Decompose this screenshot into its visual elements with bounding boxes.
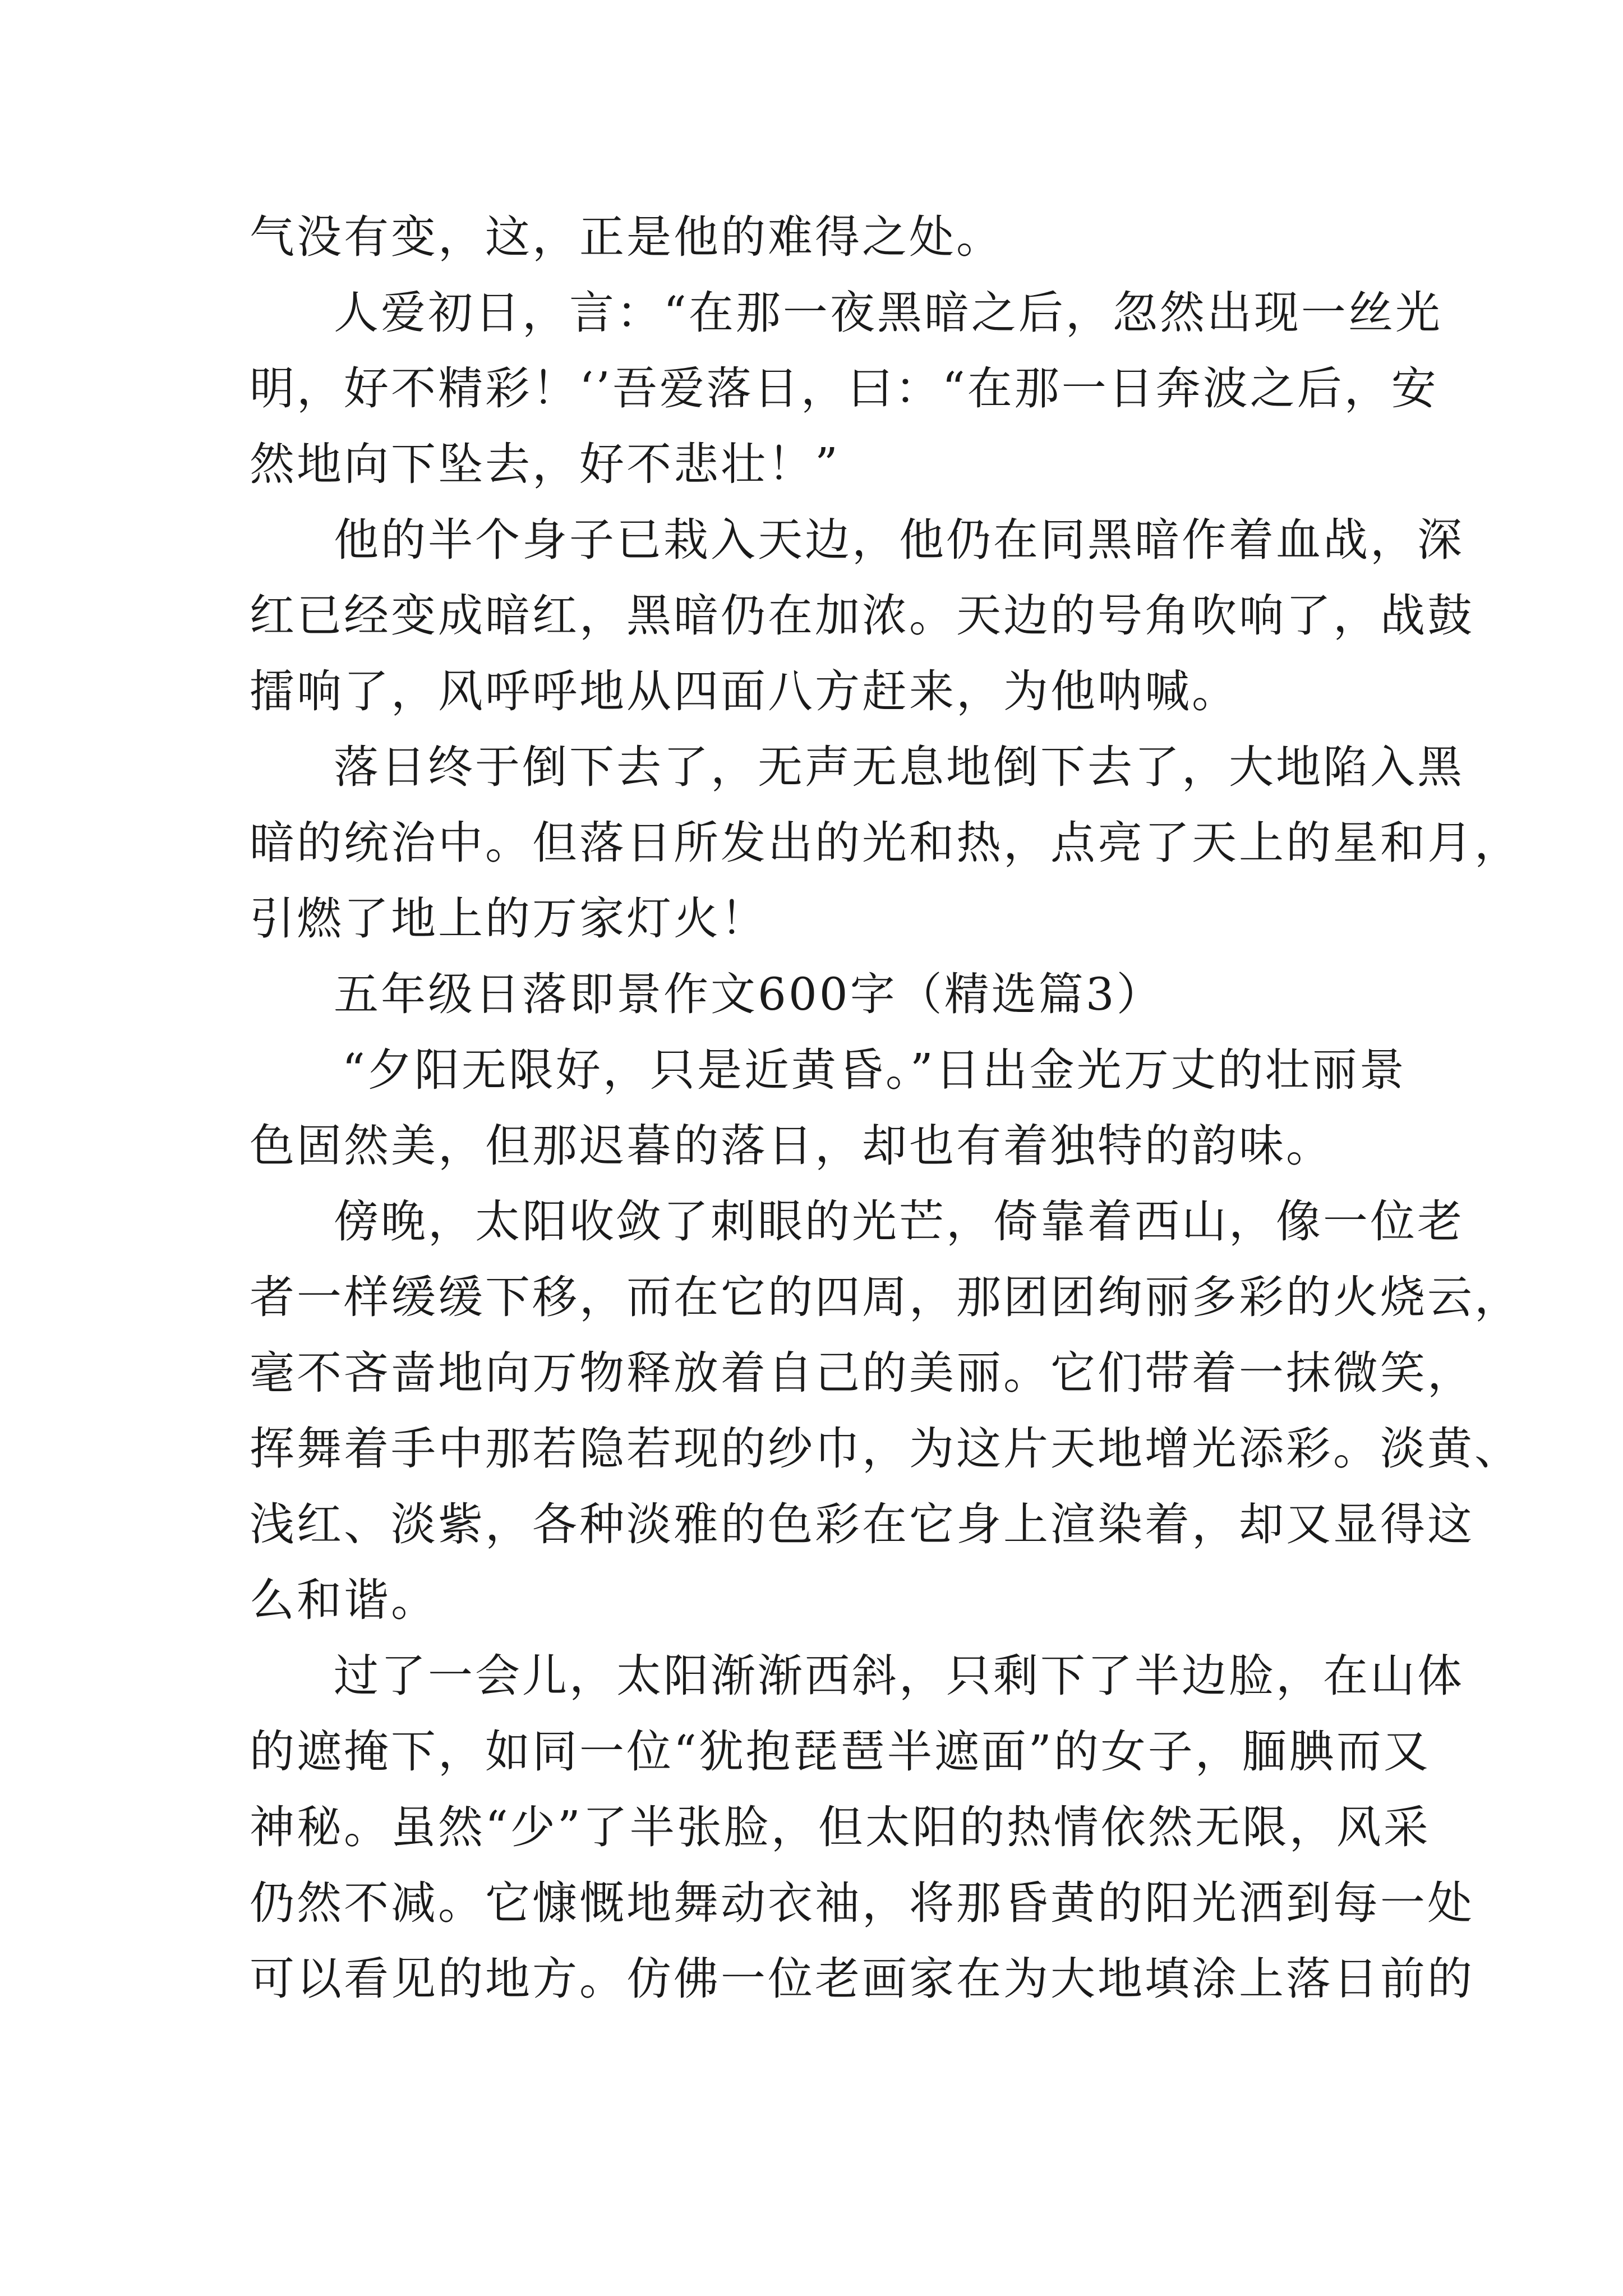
text-line: 人爱初日，言：“在那一夜黑暗之后，忽然出现一丝光 [334, 287, 1442, 339]
text-line: 神秘。虽然“少”了半张脸，但太阳的热情依然无限，风采 [250, 1801, 1431, 1853]
text-line: “夕阳无限好，只是近黄昏。”日出金光万丈的壮丽景 [342, 1044, 1407, 1096]
section-heading: 五年级日落即景作文600字（精选篇3） [334, 968, 1164, 1020]
text-line: 暗的统治中。但落日所发出的光和热，点亮了天上的星和月， [250, 817, 1521, 869]
text-line: 过了一会儿，太阳渐渐西斜，只剩下了半边脸，在山体 [334, 1650, 1464, 1702]
text-line: 挥舞着手中那若隐若现的纱巾，为这片天地增光添彩。淡黄、 [250, 1423, 1521, 1475]
text-line: 红已经变成暗红，黑暗仍在加浓。天边的号角吹响了，战鼓 [250, 590, 1474, 642]
text-line: 浅红、淡紫，各种淡雅的色彩在它身上渲染着，却又显得这 [250, 1498, 1474, 1550]
text-line: 气没有变，这，正是他的难得之处。 [250, 211, 1003, 263]
text-line: 他的半个身子已栽入天边，他仍在同黑暗作着血战，深 [334, 514, 1464, 566]
text-line: 擂响了，风呼呼地从四面八方赶来，为他呐喊。 [250, 665, 1239, 717]
text-line: 者一样缓缓下移，而在它的四周，那团团绚丽多彩的火烧云， [250, 1271, 1521, 1323]
text-line: 仍然不减。它慷慨地舞动衣袖，将那昏黄的阳光洒到每一处 [250, 1877, 1474, 1929]
text-line: 引燃了地上的万家灯火！ [250, 892, 768, 945]
text-line: 毫不吝啬地向万物释放着自己的美丽。它们带着一抹微笑， [250, 1347, 1474, 1399]
text-line: 的遮掩下，如同一位“犹抱琵琶半遮面”的女子，腼腆而又 [250, 1726, 1431, 1778]
text-line: 明，好不精彩！‘’吾爱落日，曰：“在那一日奔波之后，安 [250, 362, 1438, 415]
text-line: 么和谐。 [250, 1574, 438, 1626]
text-line: 色固然美，但那迟暮的落日，却也有着独特的韵味。 [250, 1120, 1333, 1172]
text-line: 落日终于倒下去了，无声无息地倒下去了，大地陷入黑 [334, 741, 1464, 793]
text-line: 然地向下坠去，好不悲壮！” [250, 438, 840, 490]
text-line: 可以看见的地方。仿佛一位老画家在为大地填涂上落日前的 [250, 1953, 1474, 2005]
text-line: 傍晚，太阳收敛了刺眼的光芒，倚靠着西山，像一位老 [334, 1195, 1464, 1248]
body-text [250, 199, 1521, 2017]
